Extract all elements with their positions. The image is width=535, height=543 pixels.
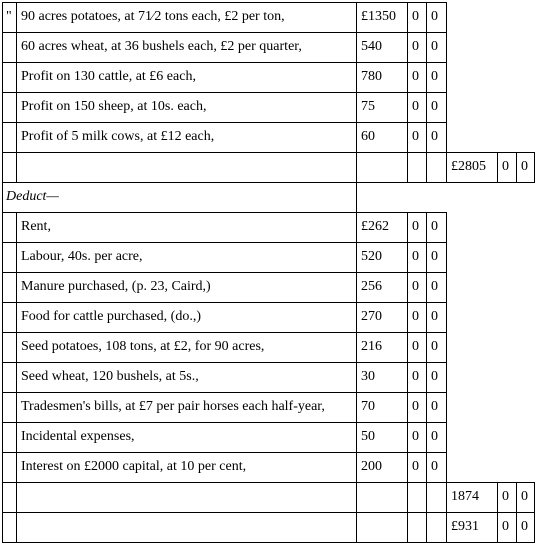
rule-line bbox=[446, 32, 447, 62]
entry-description: Seed wheat, 120 bushels, at 5s., bbox=[21, 369, 199, 384]
rule-line bbox=[446, 122, 447, 152]
rule-line bbox=[426, 212, 427, 242]
rule-line bbox=[446, 212, 447, 242]
entry-description: Profit of 5 milk cows, at £12 each, bbox=[21, 129, 215, 144]
rule-line bbox=[407, 92, 408, 122]
rule-line bbox=[2, 92, 447, 93]
rule-line bbox=[407, 392, 408, 422]
rule-line bbox=[426, 32, 427, 62]
rule-line bbox=[16, 92, 17, 122]
total-pounds: £2805 bbox=[451, 159, 486, 174]
total-pounds: 1874 bbox=[451, 489, 479, 504]
rule-line bbox=[16, 392, 17, 422]
entry-shillings: 0 bbox=[412, 399, 419, 414]
rule-line bbox=[426, 452, 427, 482]
rule-line bbox=[356, 272, 357, 302]
rule-line bbox=[407, 122, 408, 152]
rule-line bbox=[2, 302, 3, 332]
entry-pence: 0 bbox=[431, 279, 438, 294]
rule-line bbox=[2, 332, 447, 333]
ditto-mark: " bbox=[6, 9, 12, 24]
entry-description: Incidental expenses, bbox=[21, 429, 135, 444]
rule-line bbox=[16, 122, 17, 152]
rule-line bbox=[426, 362, 427, 392]
rule-line bbox=[16, 2, 17, 32]
rule-line bbox=[407, 302, 408, 332]
rule-line bbox=[2, 452, 3, 482]
rule-line bbox=[426, 332, 427, 362]
rule-line bbox=[2, 122, 447, 123]
entry-pounds: 75 bbox=[361, 99, 375, 114]
entry-pounds: 216 bbox=[361, 339, 382, 354]
entry-description: Interest on £2000 capital, at 10 per cent, bbox=[21, 459, 247, 474]
entry-description: Food for cattle purchased, (do.,) bbox=[21, 309, 201, 324]
rule-line bbox=[407, 32, 408, 62]
rule-line bbox=[2, 482, 3, 512]
rule-line bbox=[356, 422, 357, 452]
rule-line bbox=[407, 272, 408, 302]
entry-shillings: 0 bbox=[412, 369, 419, 384]
rule-line bbox=[426, 482, 427, 512]
entry-description: Seed potatoes, 108 tons, at £2, for 90 acres, bbox=[21, 339, 265, 354]
rule-line bbox=[426, 272, 427, 302]
rule-line bbox=[16, 362, 17, 392]
rule-line bbox=[356, 152, 357, 182]
rule-line bbox=[426, 92, 427, 122]
rule-line bbox=[356, 332, 357, 362]
rule-line bbox=[16, 32, 17, 62]
rule-line bbox=[407, 362, 408, 392]
rule-line bbox=[407, 152, 408, 182]
rule-line bbox=[407, 422, 408, 452]
rule-line bbox=[16, 422, 17, 452]
total-shillings: 0 bbox=[502, 519, 509, 534]
rule-line bbox=[2, 182, 3, 212]
rule-line bbox=[356, 182, 357, 212]
rule-line bbox=[2, 2, 3, 32]
rule-line bbox=[356, 32, 357, 62]
entry-pence: 0 bbox=[431, 459, 438, 474]
entry-description: 90 acres potatoes, at 71⁄2 tons each, £2 per ton, bbox=[21, 9, 285, 24]
rule-line bbox=[2, 212, 447, 213]
rule-line bbox=[2, 92, 3, 122]
rule-line bbox=[356, 512, 357, 542]
rule-line bbox=[407, 62, 408, 92]
entry-shillings: 0 bbox=[412, 129, 419, 144]
deduct-heading: Deduct— bbox=[6, 189, 59, 204]
entry-pounds: 780 bbox=[361, 69, 382, 84]
entry-description: Tradesmen's bills, at £7 per pair horses each half-year, bbox=[21, 399, 325, 414]
rule-line bbox=[2, 242, 447, 243]
entry-pence: 0 bbox=[431, 129, 438, 144]
entry-shillings: 0 bbox=[412, 309, 419, 324]
entry-pence: 0 bbox=[431, 249, 438, 264]
rule-line bbox=[2, 2, 447, 3]
entry-pounds: 270 bbox=[361, 309, 382, 324]
rule-line bbox=[356, 482, 357, 512]
rule-line bbox=[446, 422, 447, 452]
rule-line bbox=[356, 92, 357, 122]
total-shillings: 0 bbox=[502, 159, 509, 174]
rule-line bbox=[2, 302, 447, 303]
rule-line bbox=[446, 512, 447, 542]
rule-line bbox=[16, 62, 17, 92]
rule-line bbox=[16, 152, 17, 182]
rule-line bbox=[446, 152, 447, 182]
rule-line bbox=[16, 332, 17, 362]
rule-line bbox=[2, 392, 447, 393]
rule-line bbox=[2, 422, 3, 452]
entry-description: Profit on 130 cattle, at £6 each, bbox=[21, 69, 196, 84]
entry-pence: 0 bbox=[431, 99, 438, 114]
entry-pounds: £1350 bbox=[361, 9, 396, 24]
entry-pounds: £262 bbox=[361, 219, 389, 234]
rule-line bbox=[2, 212, 3, 242]
entry-shillings: 0 bbox=[412, 99, 419, 114]
rule-line bbox=[2, 32, 447, 33]
rule-line bbox=[2, 392, 3, 422]
rule-line bbox=[407, 212, 408, 242]
rule-line bbox=[2, 122, 3, 152]
rule-line bbox=[16, 512, 17, 542]
entry-description: Rent, bbox=[21, 219, 51, 234]
rule-line bbox=[426, 512, 427, 542]
rule-line bbox=[16, 452, 17, 482]
rule-line bbox=[446, 302, 447, 332]
rule-line bbox=[356, 122, 357, 152]
rule-line bbox=[2, 362, 3, 392]
entry-pence: 0 bbox=[431, 369, 438, 384]
entry-description: 60 acres wheat, at 36 bushels each, £2 per quarter, bbox=[21, 39, 302, 54]
entry-pounds: 30 bbox=[361, 369, 375, 384]
total-pence: 0 bbox=[521, 159, 528, 174]
rule-line bbox=[446, 242, 447, 272]
rule-line bbox=[356, 212, 357, 242]
rule-line bbox=[446, 92, 447, 122]
entry-shillings: 0 bbox=[412, 279, 419, 294]
rule-line bbox=[426, 152, 427, 182]
total-pounds: £931 bbox=[451, 519, 479, 534]
total-pence: 0 bbox=[521, 489, 528, 504]
rule-line bbox=[2, 62, 447, 63]
rule-line bbox=[446, 362, 447, 392]
rule-line bbox=[446, 482, 447, 512]
entry-pounds: 520 bbox=[361, 249, 382, 264]
rule-line bbox=[16, 272, 17, 302]
entry-pence: 0 bbox=[431, 69, 438, 84]
rule-line bbox=[446, 272, 447, 302]
rule-line bbox=[516, 152, 517, 182]
rule-line bbox=[356, 2, 357, 32]
entry-shillings: 0 bbox=[412, 339, 419, 354]
entry-pence: 0 bbox=[431, 219, 438, 234]
entry-description: Labour, 40s. per acre, bbox=[21, 249, 143, 264]
rule-line bbox=[2, 62, 3, 92]
rule-line bbox=[426, 62, 427, 92]
entry-pence: 0 bbox=[431, 309, 438, 324]
rule-line bbox=[16, 482, 17, 512]
rule-line bbox=[2, 182, 357, 183]
rule-line bbox=[426, 392, 427, 422]
entry-shillings: 0 bbox=[412, 69, 419, 84]
entry-pence: 0 bbox=[431, 39, 438, 54]
entry-shillings: 0 bbox=[412, 249, 419, 264]
rule-line bbox=[2, 512, 535, 513]
rule-line bbox=[426, 2, 427, 32]
rule-line bbox=[446, 62, 447, 92]
rule-line bbox=[2, 272, 447, 273]
rule-line bbox=[356, 62, 357, 92]
rule-line bbox=[407, 512, 408, 542]
rule-line bbox=[2, 152, 535, 153]
rule-line bbox=[407, 482, 408, 512]
rule-line bbox=[497, 152, 498, 182]
rule-line bbox=[2, 152, 3, 182]
rule-line bbox=[16, 302, 17, 332]
entry-pounds: 256 bbox=[361, 279, 382, 294]
rule-line bbox=[426, 242, 427, 272]
rule-line bbox=[446, 2, 447, 32]
entry-pounds: 60 bbox=[361, 129, 375, 144]
entry-shillings: 0 bbox=[412, 39, 419, 54]
entry-pounds: 540 bbox=[361, 39, 382, 54]
entry-pence: 0 bbox=[431, 9, 438, 24]
rule-line bbox=[426, 122, 427, 152]
rule-line bbox=[407, 2, 408, 32]
rule-line bbox=[356, 242, 357, 272]
rule-line bbox=[356, 362, 357, 392]
entry-shillings: 0 bbox=[412, 459, 419, 474]
rule-line bbox=[2, 452, 447, 453]
rule-line bbox=[426, 422, 427, 452]
rule-line bbox=[516, 512, 517, 542]
rule-line bbox=[407, 452, 408, 482]
rule-line bbox=[446, 332, 447, 362]
rule-line bbox=[446, 452, 447, 482]
entry-pounds: 50 bbox=[361, 429, 375, 444]
rule-line bbox=[497, 512, 498, 542]
rule-line bbox=[2, 482, 535, 483]
rule-line bbox=[446, 392, 447, 422]
total-pence: 0 bbox=[521, 519, 528, 534]
rule-line bbox=[407, 332, 408, 362]
rule-line bbox=[426, 302, 427, 332]
rule-line bbox=[356, 302, 357, 332]
rule-line bbox=[2, 32, 3, 62]
rule-line bbox=[407, 242, 408, 272]
entry-pounds: 200 bbox=[361, 459, 382, 474]
rule-line bbox=[2, 512, 3, 542]
entry-pence: 0 bbox=[431, 429, 438, 444]
rule-line bbox=[2, 272, 3, 302]
entry-shillings: 0 bbox=[412, 429, 419, 444]
total-shillings: 0 bbox=[502, 489, 509, 504]
rule-line bbox=[497, 482, 498, 512]
rule-line bbox=[16, 212, 17, 242]
entry-pounds: 70 bbox=[361, 399, 375, 414]
rule-line bbox=[2, 362, 447, 363]
rule-line bbox=[2, 332, 3, 362]
rule-line bbox=[2, 422, 447, 423]
entry-pence: 0 bbox=[431, 399, 438, 414]
entry-pence: 0 bbox=[431, 339, 438, 354]
rule-line bbox=[16, 242, 17, 272]
entry-shillings: 0 bbox=[412, 219, 419, 234]
entry-description: Manure purchased, (p. 23, Caird,) bbox=[21, 279, 211, 294]
rule-line bbox=[356, 452, 357, 482]
rule-line bbox=[516, 482, 517, 512]
rule-line bbox=[356, 392, 357, 422]
rule-line bbox=[2, 242, 3, 272]
entry-description: Profit on 150 sheep, at 10s. each, bbox=[21, 99, 207, 114]
entry-shillings: 0 bbox=[412, 9, 419, 24]
